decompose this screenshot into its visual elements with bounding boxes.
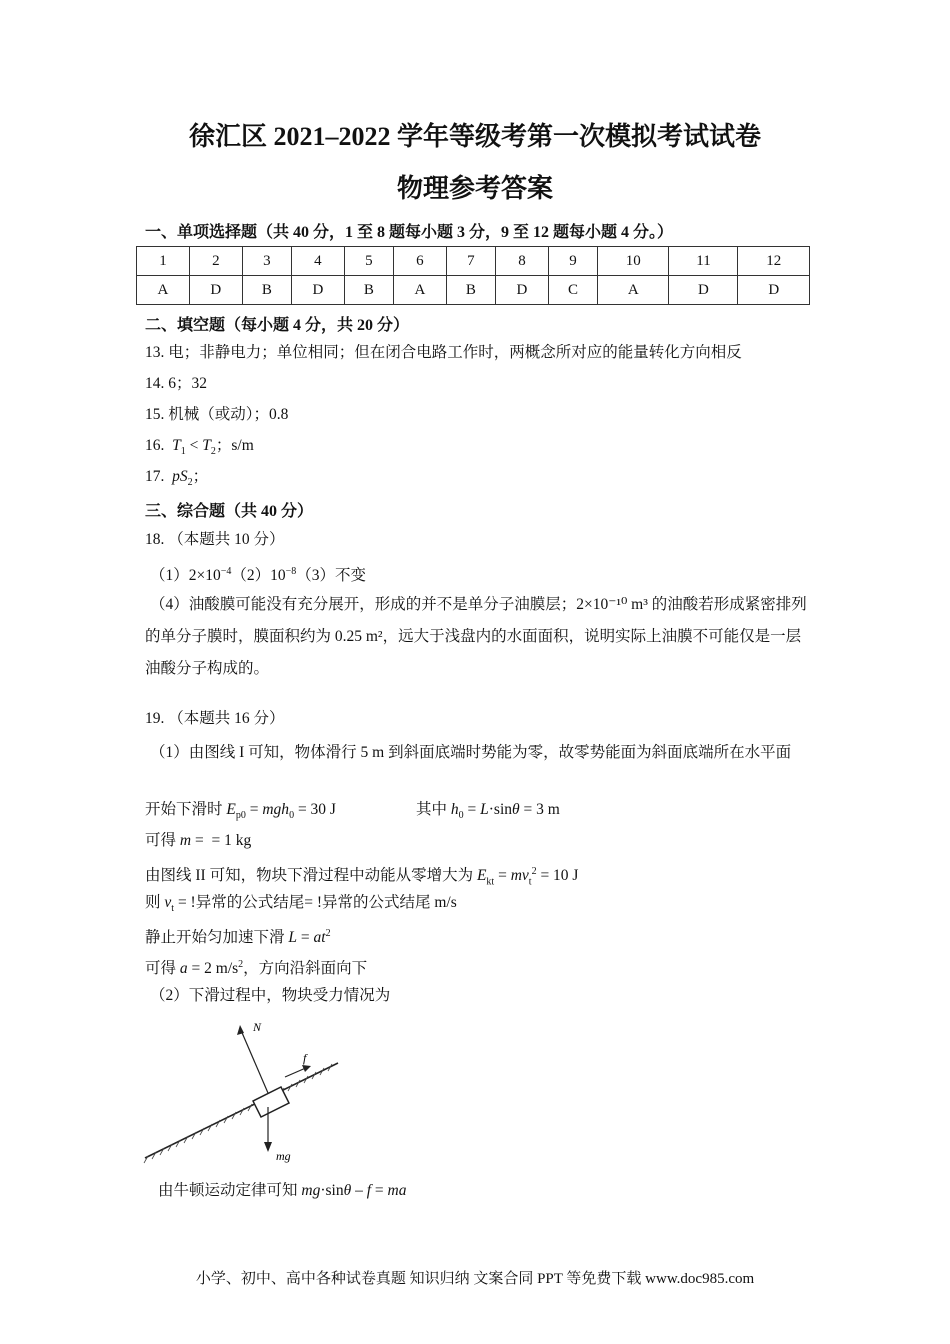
- table-cell: D: [669, 276, 738, 305]
- q19-text-static: 静止开始匀加速下滑: [145, 929, 285, 947]
- q19-line-newton: 由牛顿运动定律可知 mg·sinθ – f = ma: [158, 1182, 407, 1199]
- answer-table-number-row: [137, 247, 810, 276]
- q19-text-direction: ，方向沿斜面向下: [243, 960, 368, 978]
- q19-text-formula-error: = !异常的公式结尾= !异常的公式结尾 m/s: [174, 894, 457, 911]
- q18-part2: （2）10: [231, 567, 286, 585]
- normal-force-arrow: [240, 1028, 268, 1093]
- table-cell: 2: [189, 247, 242, 276]
- table-cell: D: [496, 276, 549, 305]
- table-cell: A: [393, 276, 446, 305]
- q17-suffix: ；: [192, 468, 209, 485]
- answer-q17: 17. $pS_2$；: [145, 468, 209, 489]
- incline-line: [145, 1063, 338, 1158]
- q19-text-where: 其中: [416, 801, 448, 818]
- q19-line-h0: 其中 $h_0 = L\cdot\sin\theta = 3$ m: [416, 801, 560, 822]
- answer-table: [136, 246, 810, 305]
- q19-line-vt: 则 $v_t$ = !异常的公式结尾= !异常的公式结尾 m/s: [145, 894, 457, 915]
- q19-line-ep0: 开始下滑时 $E_{p0} = mgh_0 = 30$ J: [145, 801, 336, 822]
- answer-q14: 14. 6；32: [145, 375, 208, 392]
- table-cell: D: [291, 276, 344, 305]
- q19-line-ek: 由图线 II 可知，物块下滑过程中动能从零增大为 $E_{kt} = mv_t^2 = 10$ J: [145, 866, 579, 888]
- table-cell: A: [137, 276, 190, 305]
- table-cell: C: [548, 276, 597, 305]
- q19-text-get: 可得: [145, 832, 177, 849]
- q19-line-mass: 可得 m = = 1 kg: [145, 832, 252, 849]
- label-mg: mg: [276, 1149, 291, 1163]
- table-cell: 8: [496, 247, 549, 276]
- section1-heading: 一、单项选择题（共 40 分，1 至 8 题每小题 3 分，9 至 12 题每小题 4 分。）: [145, 224, 674, 241]
- q19-text-newton: 由牛顿运动定律可知: [158, 1182, 298, 1199]
- q18-heading: 18. （本题共 10 分）: [145, 531, 285, 548]
- q19-part2-text: （2）下滑过程中，物块受力情况为: [150, 987, 391, 1004]
- block: [253, 1087, 289, 1117]
- answer-table-answer-row: [137, 276, 810, 305]
- page-subtitle: 物理参考答案: [396, 174, 553, 203]
- q19-text-then: 则: [145, 894, 161, 911]
- section2-heading: 二、填空题（每小题 4 分，共 20 分）: [145, 317, 410, 334]
- q16-number: 16.: [145, 437, 165, 454]
- answer-q15: 15. 机械（或动）；0.8: [145, 406, 289, 423]
- table-cell: B: [446, 276, 495, 305]
- q18-answer-1-3: [150, 562, 366, 586]
- q19-text-graph2: 由图线 II 可知，物块下滑过程中动能从零增大为: [145, 867, 474, 885]
- table-cell: 4: [291, 247, 344, 276]
- table-cell: A: [598, 276, 669, 305]
- q16-unit: ；s/m: [215, 437, 254, 454]
- q19-line-a-value: 可得 a = 2 $m/s^2$，方向沿斜面向下: [145, 959, 368, 978]
- q18-answer-4: （4）油酸膜可能没有充分展开，形成的并不是单分子油膜层；2×10⁻¹⁰ m³ 的油酸若形成紧密排列的单分子膜时，膜面积约为 0.25 m²，远大于浅盘内的水面面积，说明实际上油膜不可能仅是一层油酸分子构成的。: [145, 596, 807, 677]
- answer-q13: 13. 电；非静电力；单位相同；但在闭合电路工作时，两概念所对应的能量转化方向相反: [145, 344, 742, 361]
- table-cell: 7: [446, 247, 495, 276]
- table-cell: 5: [344, 247, 393, 276]
- table-cell: 12: [738, 247, 810, 276]
- table-cell: 1: [137, 247, 190, 276]
- table-cell: 9: [548, 247, 597, 276]
- q18-exp1: −4: [220, 566, 232, 577]
- q17-number: 17.: [145, 468, 165, 485]
- page-footer: 小学、初中、高中各种试卷真题 知识归纳 文案合同 PPT 等免费下载 www.doc985.com: [195, 1271, 755, 1287]
- q18-exp2: −8: [285, 566, 297, 577]
- q19-text-get2: 可得: [145, 960, 177, 978]
- q19-text-start: 开始下滑时: [145, 801, 223, 818]
- page-title: 徐汇区 2021–2022 学年等级考第一次模拟考试试卷: [188, 122, 761, 151]
- q18-part3: （3）不变: [296, 567, 367, 585]
- answer-q16: 16. $T_1 < T_2$；s/m: [145, 437, 254, 458]
- section3-heading: 三、综合题（共 40 分）: [145, 503, 314, 520]
- table-cell: B: [344, 276, 393, 305]
- gravity-arrowhead: [264, 1142, 272, 1152]
- table-cell: 10: [598, 247, 669, 276]
- table-cell: 11: [669, 247, 738, 276]
- table-cell: 3: [242, 247, 291, 276]
- incline-hatching: [144, 1064, 332, 1163]
- table-cell: D: [738, 276, 810, 305]
- q18-part1: （1）2×10: [150, 567, 221, 585]
- q19-part1-text: （1）由图线 I 可知，物体滑行 5 m 到斜面底端时势能为零，故零势能面为斜面底端所在水平面: [150, 744, 792, 761]
- force-diagram: [140, 1015, 350, 1170]
- q19-heading: 19. （本题共 16 分）: [145, 710, 285, 727]
- table-cell: D: [189, 276, 242, 305]
- q19-line-accel: 静止开始匀加速下滑 $L = at^2$: [145, 928, 331, 947]
- table-cell: B: [242, 276, 291, 305]
- label-f: f: [303, 1051, 307, 1065]
- table-cell: 6: [393, 247, 446, 276]
- label-n: N: [253, 1020, 262, 1034]
